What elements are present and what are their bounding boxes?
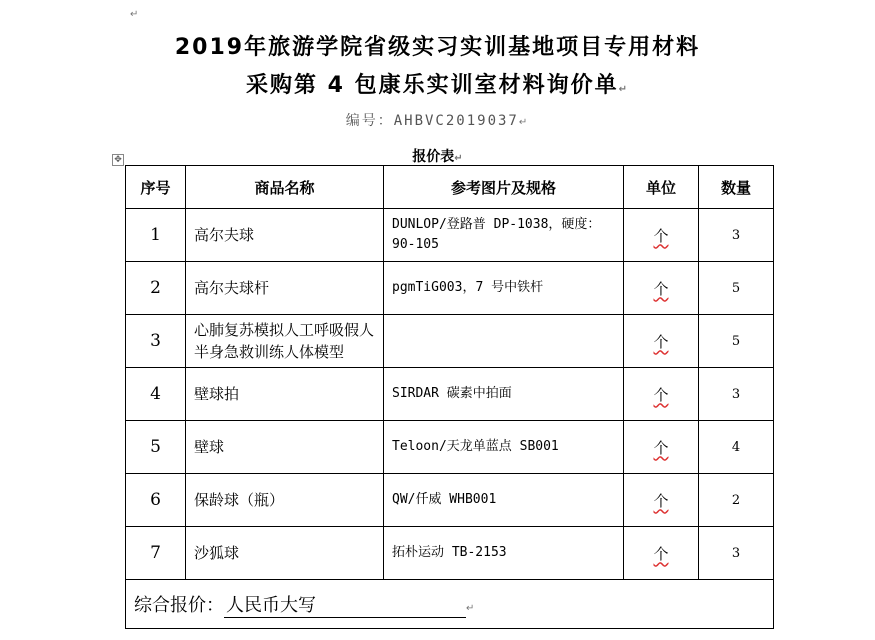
row-seq[interactable]: 1 bbox=[126, 209, 186, 262]
paragraph-mark-icon: ↵ bbox=[466, 602, 475, 614]
quote-table bbox=[125, 165, 774, 629]
table-row bbox=[126, 315, 774, 368]
table-caption-text: 报价表 bbox=[412, 149, 455, 165]
row-spec[interactable]: Teloon/天龙单蓝点 SB001 bbox=[384, 421, 624, 474]
row-unit[interactable] bbox=[624, 262, 699, 315]
row-unit-text: 个 bbox=[653, 332, 669, 351]
row-unit[interactable] bbox=[624, 474, 699, 527]
row-seq[interactable]: 4 bbox=[126, 368, 186, 421]
row-name[interactable]: 壁球 bbox=[186, 421, 384, 474]
paragraph-mark-icon: ↵ bbox=[130, 9, 139, 20]
header-unit: 单位 bbox=[624, 166, 699, 209]
row-qty[interactable]: 5 bbox=[699, 262, 774, 315]
table-row bbox=[126, 421, 774, 474]
document-title-line2-text: 采购第 4 包康乐实训室材料询价单 bbox=[245, 73, 619, 98]
row-name[interactable]: 高尔夫球 bbox=[186, 209, 384, 262]
table-row bbox=[126, 209, 774, 262]
row-spec[interactable]: QW/仟威 WHB001 bbox=[384, 474, 624, 527]
row-qty[interactable]: 3 bbox=[699, 368, 774, 421]
table-caption bbox=[0, 146, 875, 166]
row-spec[interactable]: SIRDAR 碳素中拍面 bbox=[384, 368, 624, 421]
total-label: 综合报价： bbox=[134, 594, 224, 616]
total-row bbox=[126, 580, 774, 629]
document-title-line1: 2019年旅游学院省级实习实训基地项目专用材料 bbox=[174, 35, 701, 60]
row-name[interactable]: 沙狐球 bbox=[186, 527, 384, 580]
row-name[interactable]: 壁球拍 bbox=[186, 368, 384, 421]
table-header-row bbox=[126, 166, 774, 209]
row-qty[interactable]: 3 bbox=[699, 527, 774, 580]
table-row bbox=[126, 474, 774, 527]
paragraph-mark-icon: ↵ bbox=[454, 153, 463, 164]
row-spec[interactable]: 拓朴运动 TB-2153 bbox=[384, 527, 624, 580]
row-seq[interactable]: 6 bbox=[126, 474, 186, 527]
row-qty[interactable]: 2 bbox=[699, 474, 774, 527]
table-row bbox=[126, 262, 774, 315]
document-title-line2 bbox=[0, 68, 875, 99]
row-unit-text: 个 bbox=[653, 226, 669, 245]
header-seq: 序号 bbox=[126, 166, 186, 209]
row-seq[interactable]: 3 bbox=[126, 315, 186, 368]
row-seq[interactable]: 7 bbox=[126, 527, 186, 580]
table-row bbox=[126, 368, 774, 421]
row-spec[interactable]: pgmTiG003，7 号中铁杆 bbox=[384, 262, 624, 315]
paragraph-mark-icon: ↵ bbox=[518, 117, 530, 128]
header-name: 商品名称 bbox=[186, 166, 384, 209]
total-cell[interactable] bbox=[126, 580, 774, 629]
row-qty[interactable]: 4 bbox=[699, 421, 774, 474]
row-unit[interactable] bbox=[624, 209, 699, 262]
paragraph-mark-icon: ↵ bbox=[618, 84, 630, 95]
row-unit-text: 个 bbox=[653, 544, 669, 563]
row-name[interactable]: 心肺复苏模拟人工呼吸假人半身急救训练人体模型 bbox=[186, 315, 384, 368]
row-unit[interactable] bbox=[624, 527, 699, 580]
table-move-handle-icon[interactable]: ✥ bbox=[112, 154, 124, 166]
row-unit[interactable] bbox=[624, 368, 699, 421]
total-value-field[interactable]: 人民币大写 bbox=[224, 591, 466, 618]
table-row bbox=[126, 527, 774, 580]
row-spec[interactable] bbox=[384, 315, 624, 368]
header-qty: 数量 bbox=[699, 166, 774, 209]
document-number-label: 编号： bbox=[345, 113, 394, 129]
row-qty[interactable]: 3 bbox=[699, 209, 774, 262]
row-seq[interactable]: 5 bbox=[126, 421, 186, 474]
header-spec: 参考图片及规格 bbox=[384, 166, 624, 209]
row-unit-text: 个 bbox=[653, 491, 669, 510]
row-spec[interactable]: DUNLOP/登路普 DP-1038，硬度：90-105 bbox=[384, 209, 624, 262]
row-qty[interactable]: 5 bbox=[699, 315, 774, 368]
document-number bbox=[0, 110, 875, 130]
row-seq[interactable]: 2 bbox=[126, 262, 186, 315]
row-unit-text: 个 bbox=[653, 279, 669, 298]
row-unit[interactable] bbox=[624, 421, 699, 474]
row-name[interactable]: 高尔夫球杆 bbox=[186, 262, 384, 315]
row-unit-text: 个 bbox=[653, 438, 669, 457]
row-name[interactable]: 保龄球（瓶） bbox=[186, 474, 384, 527]
row-unit-text: 个 bbox=[653, 385, 669, 404]
document-number-value: AHBVC2019037 bbox=[393, 113, 519, 129]
row-unit[interactable] bbox=[624, 315, 699, 368]
